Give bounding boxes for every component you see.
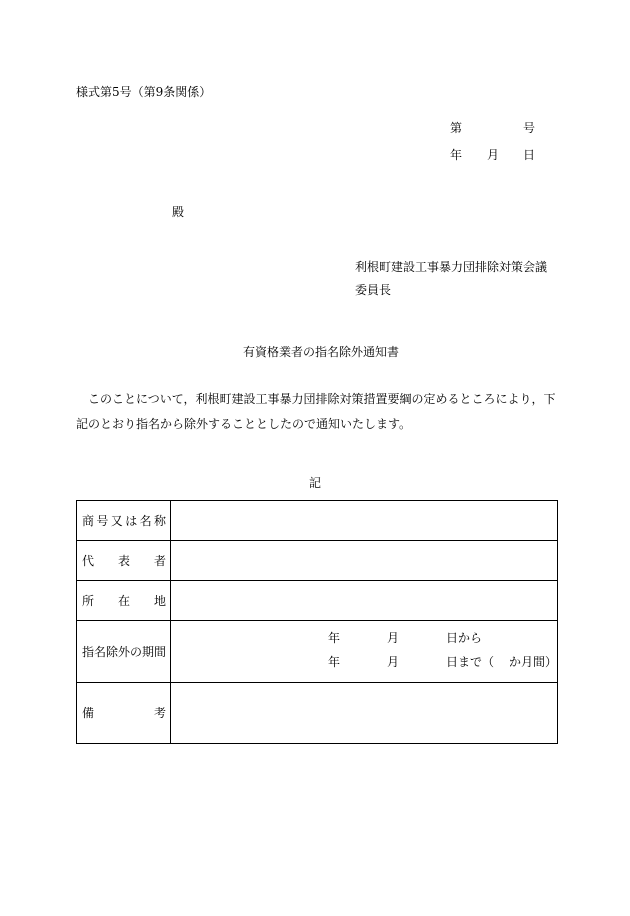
address-label: 所 在 地 — [82, 593, 166, 608]
table-label-cell — [77, 581, 171, 620]
table-row-exclusion-period — [77, 621, 557, 683]
issue-date-month: 月 — [487, 148, 500, 162]
issue-date-year: 年 — [450, 148, 463, 162]
representative-label: 代 表 者 — [82, 553, 166, 568]
sender-title: 委員長 — [355, 283, 392, 297]
notation-heading: 記 — [309, 476, 322, 490]
body-paragraph: このことについて，利根町建設工事暴力団排除対策措置要綱の定めるところにより，下記のとおり指名から除外することとしたので通知いたします。 — [76, 392, 556, 431]
period-to-year: 年 — [328, 655, 341, 669]
table-label-cell — [77, 501, 171, 540]
table-row-remarks — [77, 683, 557, 743]
form-number: 様式第5号（第9条関係） — [76, 85, 212, 99]
addressee-honorific: 殿 — [172, 205, 185, 219]
period-to-day: 日まで（ — [446, 655, 495, 669]
issue-date-day: 日 — [523, 148, 536, 162]
trade-name-label: 商号又は名称 — [82, 513, 166, 528]
period-from-month: 月 — [387, 631, 400, 645]
table-label-cell — [77, 621, 171, 682]
reference-number-suffix: 号 — [523, 121, 536, 135]
table-row-address — [77, 581, 557, 621]
period-to-month: 月 — [387, 655, 400, 669]
reference-number-prefix: 第 — [450, 121, 463, 135]
representative-value — [171, 541, 557, 580]
trade-name-value — [171, 501, 557, 540]
remarks-value — [171, 683, 557, 743]
period-duration: か月間） — [509, 655, 558, 669]
remarks-label: 備 考 — [82, 706, 166, 720]
table-row-representative — [77, 541, 557, 581]
period-from-year: 年 — [328, 631, 341, 645]
details-table — [76, 500, 558, 744]
address-value — [171, 581, 557, 620]
exclusion-period-label: 指名除外の期間 — [82, 644, 167, 659]
table-label-cell — [77, 683, 171, 743]
exclusion-period-value — [171, 621, 557, 682]
period-from-day: 日から — [446, 631, 483, 645]
table-label-cell — [77, 541, 171, 580]
table-row-trade-name — [77, 501, 557, 541]
document-title: 有資格業者の指名除外通知書 — [243, 345, 400, 359]
sender-organization: 利根町建設工事暴力団排除対策会議 — [355, 260, 548, 274]
